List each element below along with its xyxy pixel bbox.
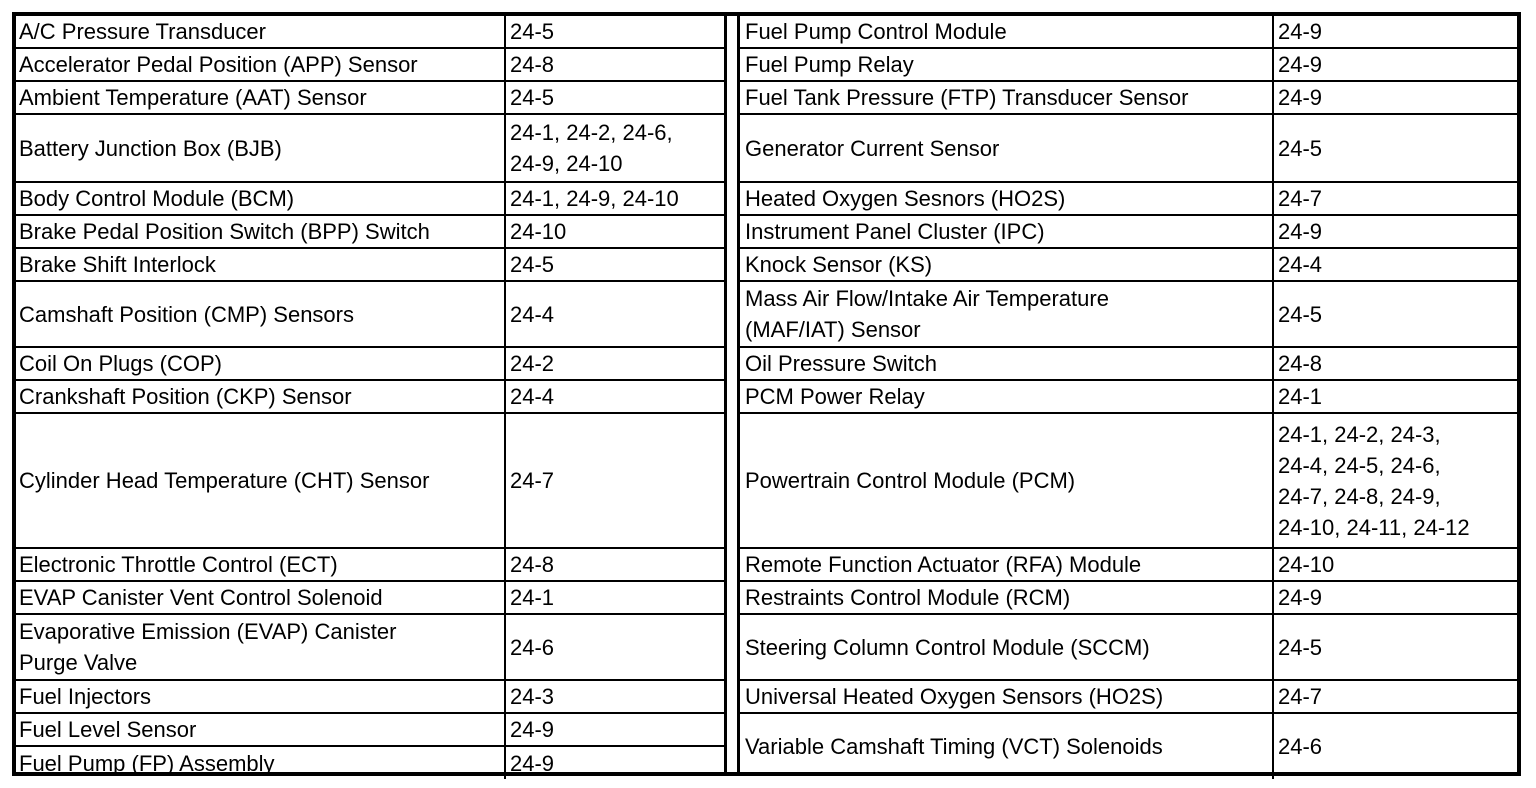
- table-row: [16, 414, 724, 549]
- table-row: [16, 714, 724, 747]
- table-row: [740, 681, 1517, 714]
- page-reference: 24-1, 24-9, 24-10: [510, 186, 679, 211]
- table-row: [740, 82, 1517, 115]
- page-reference: 24-9: [1278, 585, 1323, 610]
- component-name: Crankshaft Position (CKP) Sensor: [16, 381, 506, 412]
- page-reference: 24-9: [510, 717, 555, 742]
- table-row: [16, 348, 724, 381]
- component-name: Fuel Pump Control Module: [740, 16, 1274, 47]
- component-name: Fuel Pump (FP) Assembly: [16, 747, 506, 779]
- component-name: Remote Function Actuator (RFA) Module: [740, 549, 1274, 580]
- page-reference: 24-1: [1278, 384, 1323, 409]
- table-row: [740, 249, 1517, 282]
- page-reference: 24-9: [1278, 52, 1323, 77]
- page-reference: 24-10: [510, 219, 567, 244]
- table-row: [16, 381, 724, 414]
- page-reference: 24-4: [1278, 252, 1323, 277]
- component-name: Mass Air Flow/Intake Air Temperature (MAF/IAT) Sensor: [740, 282, 1274, 346]
- component-name: Fuel Pump Relay: [740, 49, 1274, 80]
- page-reference: 24-1, 24-2, 24-6, 24-9, 24-10: [510, 120, 673, 176]
- table-row: [740, 615, 1517, 681]
- component-name: Instrument Panel Cluster (IPC): [740, 216, 1274, 247]
- page-reference: 24-7: [510, 468, 555, 493]
- table-row: [16, 681, 724, 714]
- page-reference: 24-5: [1278, 301, 1323, 327]
- page-reference: 24-6: [1278, 734, 1323, 759]
- component-name: Accelerator Pedal Position (APP) Sensor: [16, 49, 506, 80]
- page-reference: 24-5: [510, 85, 555, 110]
- table-row: [16, 216, 724, 249]
- page-reference: 24-9: [1278, 19, 1323, 44]
- page-reference: 24-6: [510, 634, 555, 660]
- component-name: Battery Junction Box (BJB): [16, 115, 506, 181]
- table-row: [740, 49, 1517, 82]
- table-row: [740, 714, 1517, 779]
- table-row: [16, 115, 724, 183]
- page-reference: 24-1, 24-2, 24-3, 24-4, 24-5, 24-6, 24-7, 24-8, 24-9, 24-10, 24-11, 24-12: [1278, 421, 1470, 540]
- table-row: [16, 282, 724, 348]
- component-name: Fuel Injectors: [16, 681, 506, 712]
- component-name: Coil On Plugs (COP): [16, 348, 506, 379]
- component-name: Camshaft Position (CMP) Sensors: [16, 282, 506, 346]
- component-name: Cylinder Head Temperature (CHT) Sensor: [16, 414, 506, 547]
- page-reference: 24-4: [510, 301, 555, 327]
- page-reference: 24-5: [510, 19, 555, 44]
- table-row: [740, 582, 1517, 615]
- component-name: Brake Shift Interlock: [16, 249, 506, 280]
- component-name: Variable Camshaft Timing (VCT) Solenoids: [740, 714, 1274, 779]
- component-name: Generator Current Sensor: [740, 115, 1274, 181]
- page-reference: 24-5: [1278, 634, 1323, 660]
- table-row: [740, 549, 1517, 582]
- table-row: [16, 582, 724, 615]
- table-row: [740, 115, 1517, 183]
- component-name: Ambient Temperature (AAT) Sensor: [16, 82, 506, 113]
- page-reference: 24-9: [1278, 85, 1323, 110]
- table-row: [740, 414, 1517, 549]
- table-row: [740, 348, 1517, 381]
- component-name: Universal Heated Oxygen Sensors (HO2S): [740, 681, 1274, 712]
- component-index-table: [12, 12, 1521, 776]
- component-name: Restraints Control Module (RCM): [740, 582, 1274, 613]
- page-reference: 24-9: [510, 750, 555, 776]
- table-row: [16, 249, 724, 282]
- component-name: Steering Column Control Module (SCCM): [740, 615, 1274, 679]
- page-reference: 24-1: [510, 585, 555, 610]
- component-name: Body Control Module (BCM): [16, 183, 506, 214]
- page-reference: 24-10: [1278, 552, 1335, 577]
- table-row: [16, 615, 724, 681]
- page-reference: 24-7: [1278, 684, 1323, 709]
- table-row: [740, 381, 1517, 414]
- component-name: Brake Pedal Position Switch (BPP) Switch: [16, 216, 506, 247]
- component-name: EVAP Canister Vent Control Solenoid: [16, 582, 506, 613]
- table-row: [16, 549, 724, 582]
- table-row: [16, 16, 724, 49]
- page-reference: 24-5: [1278, 135, 1323, 161]
- page-reference: 24-5: [510, 252, 555, 277]
- component-name: Electronic Throttle Control (ECT): [16, 549, 506, 580]
- component-name: Evaporative Emission (EVAP) Canister Purge Valve: [16, 615, 506, 679]
- page-reference: 24-3: [510, 684, 555, 709]
- component-name: Fuel Level Sensor: [16, 714, 506, 745]
- page-reference: 24-8: [510, 552, 555, 577]
- component-name: Powertrain Control Module (PCM): [740, 414, 1274, 547]
- component-name: Knock Sensor (KS): [740, 249, 1274, 280]
- page-reference: 24-8: [1278, 351, 1323, 376]
- right-column-table: [740, 16, 1517, 772]
- page-reference: 24-2: [510, 351, 555, 376]
- page-reference: 24-4: [510, 384, 555, 409]
- table-row: [740, 183, 1517, 216]
- table-row: [740, 216, 1517, 249]
- table-row: [740, 16, 1517, 49]
- table-row: [16, 49, 724, 82]
- table-row: [16, 747, 724, 779]
- component-name: Oil Pressure Switch: [740, 348, 1274, 379]
- component-name: A/C Pressure Transducer: [16, 16, 506, 47]
- page-reference: 24-9: [1278, 219, 1323, 244]
- component-name: Fuel Tank Pressure (FTP) Transducer Sensor: [740, 82, 1274, 113]
- component-name: Heated Oxygen Sesnors (HO2S): [740, 183, 1274, 214]
- page-reference: 24-8: [510, 52, 555, 77]
- page-reference: 24-7: [1278, 186, 1323, 211]
- table-row: [16, 183, 724, 216]
- component-name: PCM Power Relay: [740, 381, 1274, 412]
- column-divider: [724, 16, 740, 772]
- table-row: [16, 82, 724, 115]
- table-row: [740, 282, 1517, 348]
- left-column-table: [16, 16, 724, 776]
